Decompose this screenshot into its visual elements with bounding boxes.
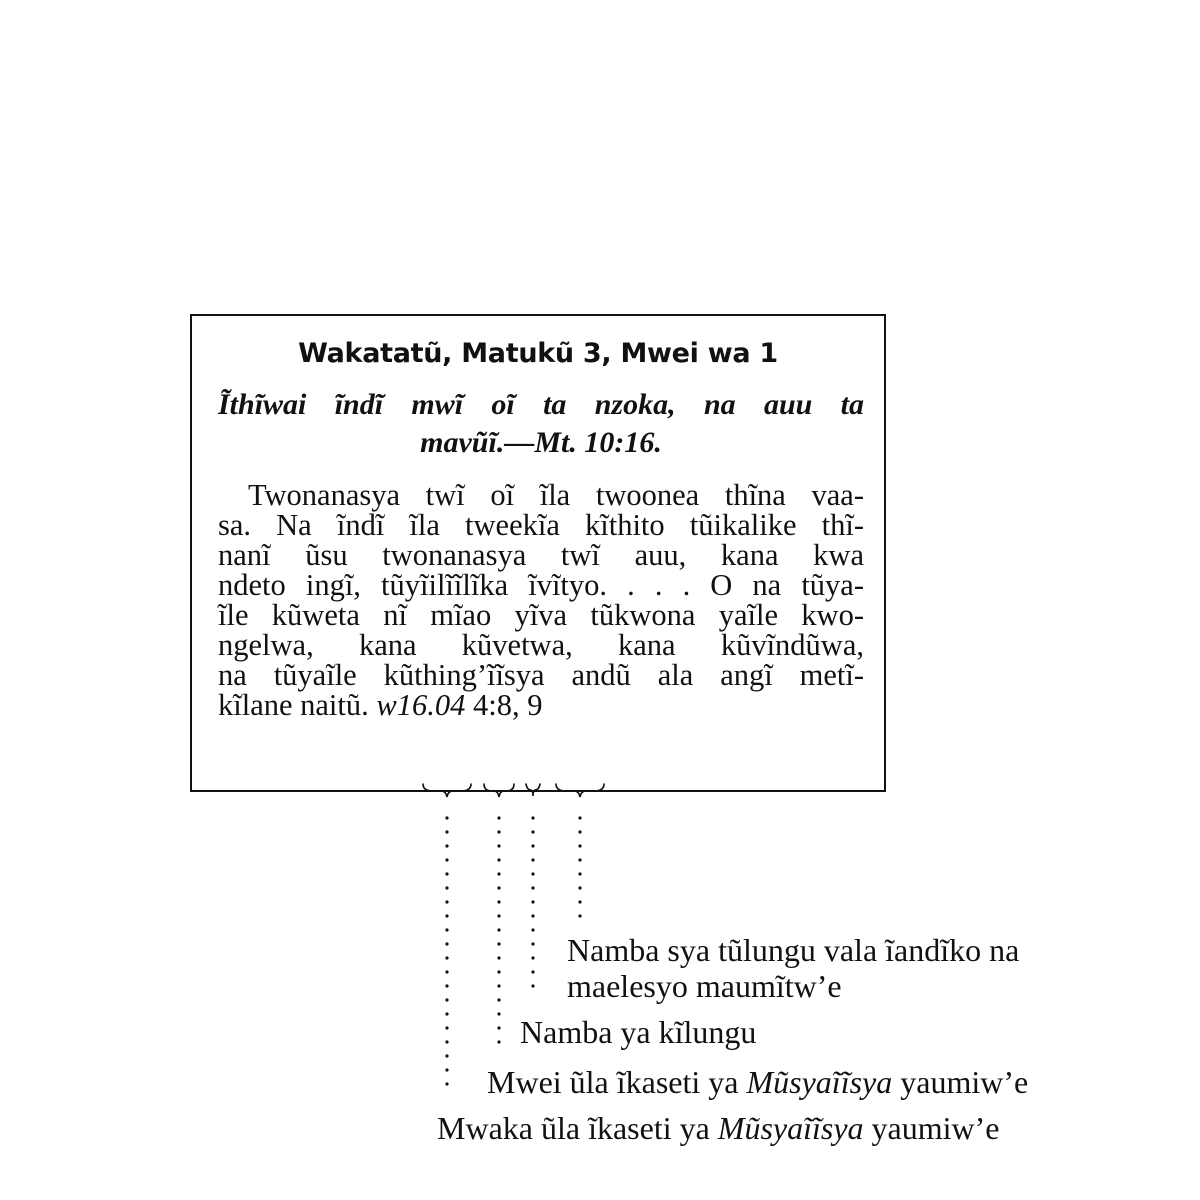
theme-scripture-line-2: mavũĩ.—Mt. 10:16.	[420, 426, 662, 459]
paragraph-line: sa. Na ĩndĩ ĩla tweekĩa kĩthito tũikalike thĩ-	[218, 508, 864, 542]
issue-month-suffix: yaumiw’e	[900, 1064, 1029, 1100]
card-date-title: Wakatatũ, Matukũ 3, Mwei wa 1	[298, 338, 778, 369]
issue-year-label	[437, 1110, 1000, 1146]
paragraph-line: na tũyaĩle kũthing’ĩĩsya andũ ala angĩ metĩ-	[218, 658, 864, 692]
year-brace	[423, 784, 471, 797]
issue-month-label	[487, 1064, 1028, 1100]
issue-year-suffix: yaumiw’e	[871, 1110, 1000, 1146]
magazine-name: Mũsyaĩĩsya	[717, 1110, 864, 1146]
month-brace	[484, 784, 514, 797]
magazine-name: Mũsyaĩĩsya	[746, 1064, 893, 1100]
publication-reference: w16.04	[376, 688, 466, 722]
issue-month-prefix: Mwei ũla ĩkaseti ya	[487, 1064, 739, 1100]
theme-scripture-line-1: Ĩthĩwai ĩndĩ mwĩ oĩ ta nzoka, na auu ta	[218, 388, 864, 421]
article-paragraph-reference: 4:8, 9	[472, 688, 543, 722]
paragraph-line: Twonanasya twĩ oĩ ĩla twoonea thĩna vaa-	[248, 478, 864, 512]
paragraph-line: ĩle kũweta nĩ mĩao yĩva tũkwona yaĩle kwo-	[218, 598, 864, 632]
paragraph-last-text: kĩlane naitũ.	[218, 688, 369, 722]
paragraph-line: ndeto ingĩ, tũyĩilĩĩlĩka ĩvĩtyo. . . . O na tũya-	[218, 568, 864, 602]
paragraph-numbers-label	[567, 932, 1019, 1004]
paragraph-numbers-label-line-1: Namba sya tũlungu vala ĩandĩko na	[567, 932, 1020, 968]
article-number-label: Namba ya kĩlungu	[520, 1014, 757, 1050]
paragraph-brace	[556, 784, 604, 797]
paragraph-line: nanĩ ũsu twonanasya twĩ auu, kana kwa	[218, 538, 864, 572]
article-brace	[526, 784, 540, 796]
paragraph-line: ngelwa, kana kũvetwa, kana kũvĩndũwa,	[218, 628, 864, 662]
paragraph-numbers-label-line-2: maelesyo maumĩtw’e	[567, 968, 842, 1004]
issue-year-prefix: Mwaka ũla ĩkaseti ya	[437, 1110, 710, 1146]
